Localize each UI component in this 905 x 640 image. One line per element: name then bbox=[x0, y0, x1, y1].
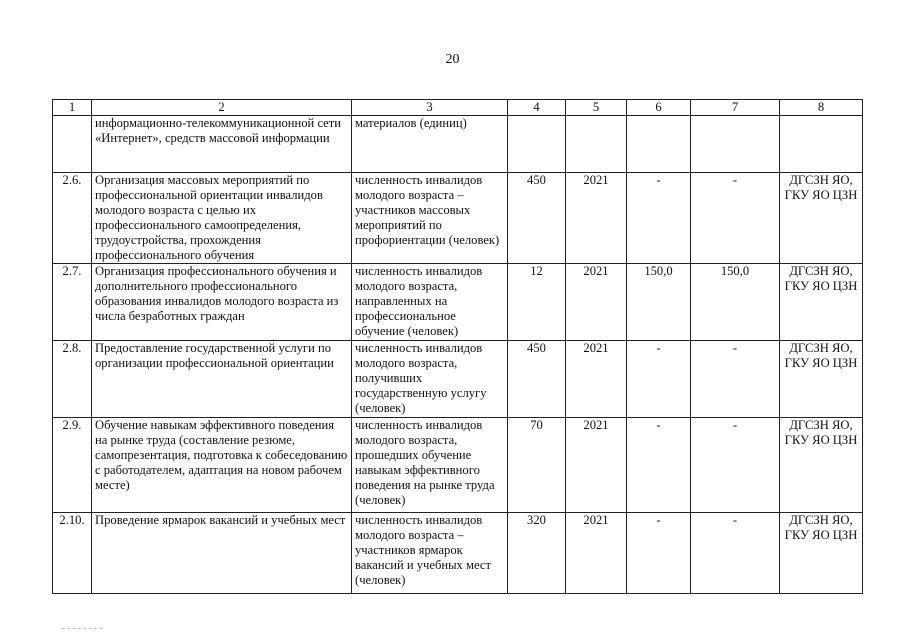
table-row-continuation bbox=[53, 116, 863, 173]
cell-indicator: численность инвалидов молодого возраста – участников массовых мероприятий по профориентации (человек) bbox=[352, 173, 508, 264]
cell-year: 2021 bbox=[566, 513, 627, 594]
cell-indicator: численность инвалидов молодого возраста, прошедших обучение навыкам эффективного поведения на рынке труда (человек) bbox=[352, 418, 508, 513]
cell-col7: - bbox=[691, 418, 780, 513]
scan-artifact bbox=[62, 628, 102, 630]
cell-num: 2.7. bbox=[53, 264, 92, 341]
header-col-4: 4 bbox=[508, 100, 566, 116]
cell-activity: Обучение навыкам эффективного поведения на рынке труда (составление резюме, самопрезентация, подготовка к собеседованию с работодателем, адаптация на новом рабочем месте) bbox=[92, 418, 352, 513]
table-row bbox=[53, 513, 863, 594]
cell-col6 bbox=[627, 116, 691, 173]
table-row bbox=[53, 173, 863, 264]
header-col-8: 8 bbox=[780, 100, 863, 116]
cell-activity: Организация массовых мероприятий по профессиональной ориентации инвалидов молодого возраста с целью их профессионального самоопределения, трудоустройства, прохождения профессионального обучения bbox=[92, 173, 352, 264]
cell-year: 2021 bbox=[566, 264, 627, 341]
cell-col7: - bbox=[691, 513, 780, 594]
cell-num bbox=[53, 116, 92, 173]
header-col-2: 2 bbox=[92, 100, 352, 116]
cell-value: 70 bbox=[508, 418, 566, 513]
cell-executor: ДГСЗН ЯО, ГКУ ЯО ЦЗН bbox=[780, 418, 863, 513]
cell-activity: Проведение ярмарок вакансий и учебных мест bbox=[92, 513, 352, 594]
cell-col6: - bbox=[627, 341, 691, 418]
cell-executor: ДГСЗН ЯО, ГКУ ЯО ЦЗН bbox=[780, 173, 863, 264]
cell-indicator: материалов (единиц) bbox=[352, 116, 508, 173]
table-row bbox=[53, 264, 863, 341]
header-col-6: 6 bbox=[627, 100, 691, 116]
cell-indicator: численность инвалидов молодого возраста, получивших государственную услугу (человек) bbox=[352, 341, 508, 418]
table-row bbox=[53, 418, 863, 513]
header-col-7: 7 bbox=[691, 100, 780, 116]
cell-year: 2021 bbox=[566, 418, 627, 513]
cell-value: 320 bbox=[508, 513, 566, 594]
cell-col6: - bbox=[627, 173, 691, 264]
cell-num: 2.10. bbox=[53, 513, 92, 594]
cell-col6: - bbox=[627, 513, 691, 594]
cell-col7 bbox=[691, 116, 780, 173]
cell-value bbox=[508, 116, 566, 173]
header-row bbox=[53, 100, 863, 116]
cell-num: 2.6. bbox=[53, 173, 92, 264]
cell-year bbox=[566, 116, 627, 173]
cell-num: 2.8. bbox=[53, 341, 92, 418]
cell-num: 2.9. bbox=[53, 418, 92, 513]
cell-col7: 150,0 bbox=[691, 264, 780, 341]
cell-activity: информационно-телекоммуникационной сети «Интернет», средств массовой информации bbox=[92, 116, 352, 173]
cell-indicator: численность инвалидов молодого возраста – участников ярмарок вакансий и учебных мест (человек) bbox=[352, 513, 508, 594]
cell-col6: - bbox=[627, 418, 691, 513]
header-col-5: 5 bbox=[566, 100, 627, 116]
header-col-3: 3 bbox=[352, 100, 508, 116]
measures-table bbox=[52, 99, 863, 594]
cell-value: 450 bbox=[508, 173, 566, 264]
cell-value: 450 bbox=[508, 341, 566, 418]
cell-indicator: численность инвалидов молодого возраста, направленных на профессиональное обучение (человек) bbox=[352, 264, 508, 341]
cell-value: 12 bbox=[508, 264, 566, 341]
cell-year: 2021 bbox=[566, 341, 627, 418]
cell-executor: ДГСЗН ЯО, ГКУ ЯО ЦЗН bbox=[780, 264, 863, 341]
page-number: 20 bbox=[445, 52, 460, 67]
cell-activity: Предоставление государственной услуги по организации профессиональной ориентации bbox=[92, 341, 352, 418]
cell-executor: ДГСЗН ЯО, ГКУ ЯО ЦЗН bbox=[780, 341, 863, 418]
cell-col7: - bbox=[691, 341, 780, 418]
table-row bbox=[53, 341, 863, 418]
cell-activity: Организация профессионального обучения и дополнительного профессионального образования инвалидов молодого возраста из числа безработных граждан bbox=[92, 264, 352, 341]
cell-col6: 150,0 bbox=[627, 264, 691, 341]
header-col-1: 1 bbox=[53, 100, 92, 116]
cell-executor bbox=[780, 116, 863, 173]
cell-executor: ДГСЗН ЯО, ГКУ ЯО ЦЗН bbox=[780, 513, 863, 594]
cell-col7: - bbox=[691, 173, 780, 264]
cell-year: 2021 bbox=[566, 173, 627, 264]
